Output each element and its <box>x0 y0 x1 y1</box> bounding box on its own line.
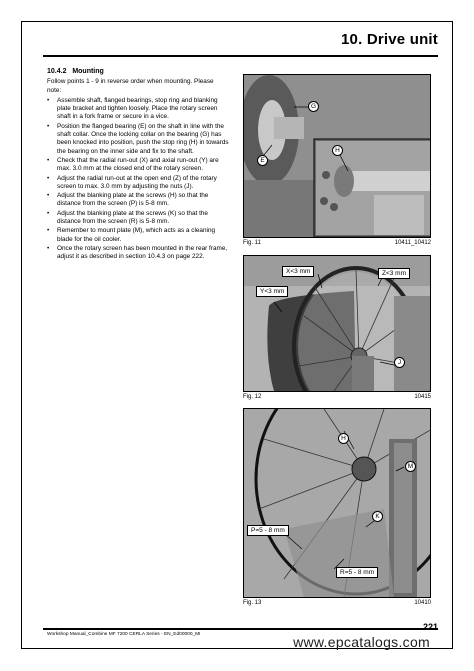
list-item: • Position the flanged bearing (E) on the shaft in line with the shaft collar. Once the locking collar on the bearing (G) has been knocked into position, push the stop ring (H) in towards the bearing on the inner side and fix to the shaft. <box>47 123 229 156</box>
callout-h: H <box>332 145 343 156</box>
list-item: • Remember to mount plate (M), which acts as a cleaning blade for the oil cooler. <box>47 227 229 244</box>
page-title: 10. Drive unit <box>341 31 438 48</box>
figure-label: Fig. 13 <box>243 600 262 606</box>
figure-12 <box>243 255 431 400</box>
figure-11-photo <box>243 74 431 238</box>
callout-h: H <box>338 433 349 444</box>
list-item: • Check that the radial run-out (X) and axial run-out (Y) are max. 3.0 mm at the closed end of the rotary screen. <box>47 157 229 174</box>
figure-11-caption <box>243 240 431 246</box>
figure-11 <box>243 74 431 246</box>
measure-x: X<3 mm <box>282 266 314 277</box>
measure-y: Y<3 mm <box>256 286 288 297</box>
figure-label: Fig. 11 <box>243 240 261 246</box>
figure-13-caption <box>243 600 431 606</box>
list-item: • Adjust the radial run-out at the open end (Z) of the rotary screen to max. 3.0 mm by adjusting the nuts (J). <box>47 175 229 192</box>
figure-label: Fig. 12 <box>243 394 262 400</box>
figure-code: 10411_10412 <box>394 240 431 246</box>
footer-rule <box>43 628 438 630</box>
figure-12-photo <box>243 255 431 392</box>
watermark: www.epcatalogs.com <box>293 634 430 650</box>
section-title: Mounting <box>72 68 104 75</box>
list-item: • Adjust the blanking plate at the screws (H) so that the distance from the screen (P) is 5-8 mm. <box>47 192 229 209</box>
footer-text: Workshop Manual_Combine MF 7200 CERLA Series - EN_Ed00000_MI <box>47 632 201 637</box>
instruction-list <box>47 97 229 262</box>
title-rule <box>43 55 438 57</box>
list-item: • Once the rotary screen has been mounted in the rear frame, adjust it as described in section 10.4.3 on page 222. <box>47 245 229 262</box>
figure-13 <box>243 408 431 606</box>
callout-k: K <box>372 511 383 522</box>
callout-j: J <box>394 357 405 368</box>
text-column <box>47 68 229 263</box>
section-number: 10.4.2 <box>47 68 67 75</box>
measure-r: R=5 - 8 mm <box>336 567 378 578</box>
section-heading <box>47 68 229 76</box>
figure-12-caption <box>243 394 431 400</box>
measure-z: Z<3 mm <box>378 268 410 279</box>
bearing-photo <box>244 75 431 237</box>
section-intro: Follow points 1 - 9 in reverse order when mounting. Please note: <box>47 78 214 94</box>
figure-13-photo <box>243 408 431 598</box>
list-item: • Assemble shaft, flanged bearings, stop ring and blanking plate bracket and tighten loosely. Place the rotary screen shaft in a fork frame or secure in a vice. <box>47 97 229 122</box>
measure-p: P=5 - 8 mm <box>247 525 289 536</box>
page-number: 221 <box>422 622 438 632</box>
list-item: • Adjust the blanking plate at the screws (K) so that the distance from the screen (R) is 5-8 mm. <box>47 210 229 227</box>
callout-m: M <box>405 461 416 472</box>
callout-e: E <box>257 155 268 166</box>
figure-code: 10410 <box>414 600 431 606</box>
figure-code: 10415 <box>414 394 431 400</box>
callout-g: G <box>308 101 319 112</box>
